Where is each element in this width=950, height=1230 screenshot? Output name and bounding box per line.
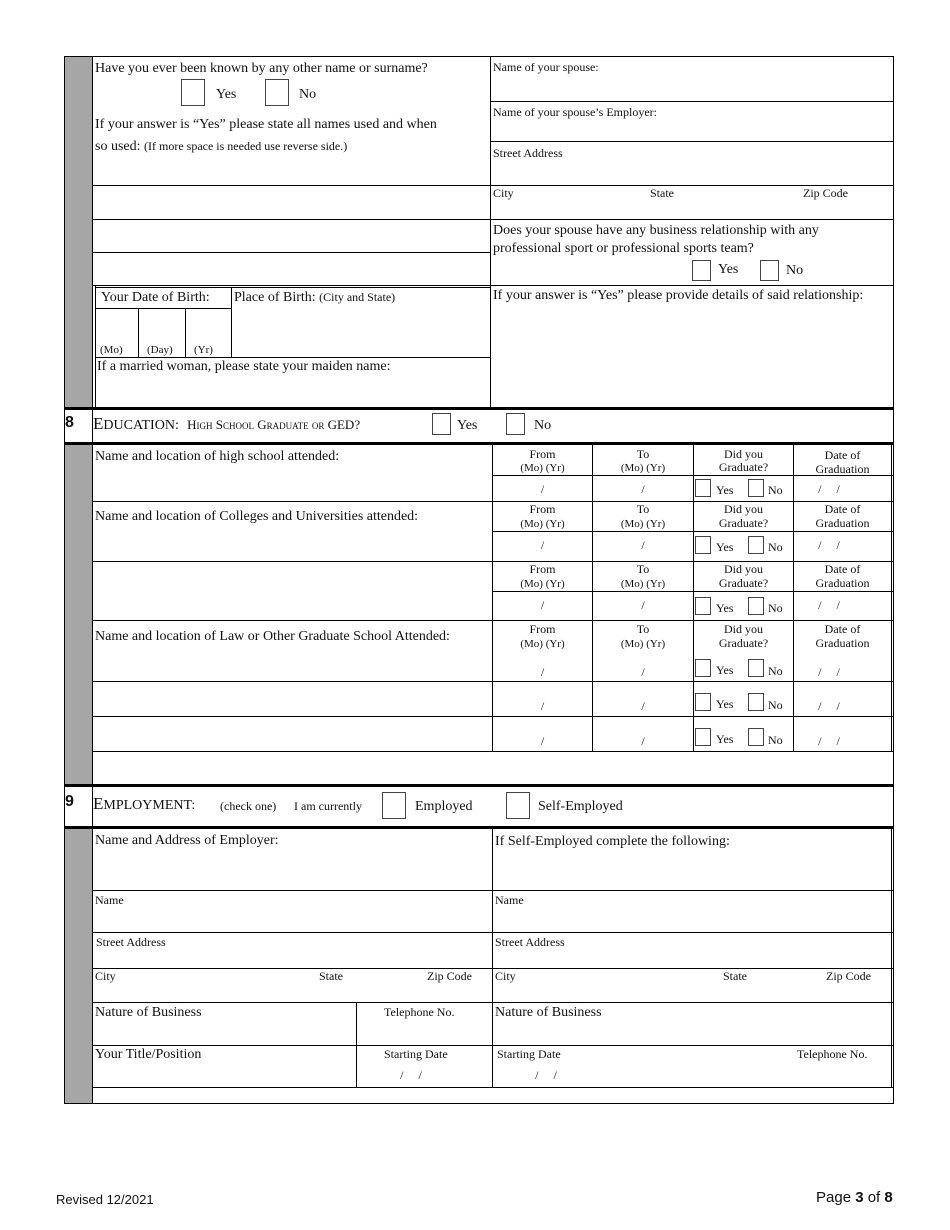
dob-label: Your Date of Birth: <box>101 290 210 305</box>
high-school-label: Name and location of high school attended: <box>95 449 340 464</box>
self-name-field[interactable] <box>493 908 890 931</box>
hs-grad-no-checkbox[interactable] <box>506 413 525 435</box>
high-school-field[interactable] <box>93 466 491 500</box>
spouse-name-label: Name of your spouse: <box>493 60 599 74</box>
employer-name-address-field[interactable] <box>93 850 491 890</box>
employer-nature-field[interactable] <box>93 1022 355 1044</box>
relationship-details-label: If your answer is “Yes” please provide details of said relationship: <box>493 288 864 303</box>
employer-name-address-label: Name and Address of Employer: <box>95 833 279 848</box>
dob-day-field[interactable] <box>139 309 184 343</box>
other-name-yes-checkbox[interactable] <box>181 79 205 106</box>
hs-grad-yes-checkbox[interactable] <box>432 413 451 435</box>
self-employed-instruction: If Self-Employed complete the following: <box>495 834 730 849</box>
employer-starting-date-field[interactable]: / / <box>400 1068 422 1082</box>
college1-graduation-date-field[interactable]: / / <box>818 538 840 552</box>
hs-from-header: From <box>529 447 556 461</box>
law1-graduated-no-checkbox[interactable] <box>748 659 764 677</box>
self-employed-label: Self-Employed <box>538 799 623 814</box>
law3-graduated-no-checkbox[interactable] <box>748 728 764 746</box>
employer-name-field[interactable] <box>93 908 491 931</box>
section-gutter-employment <box>65 827 92 1104</box>
law1-from-field[interactable]: / <box>540 665 545 679</box>
law2-graduated-yes-label: Yes <box>716 697 734 711</box>
title-position-field[interactable] <box>93 1064 355 1086</box>
education-title: EDUCATION: High School Graduate or GED? <box>93 414 361 433</box>
hs-grad-header: Did you <box>724 447 763 461</box>
law-to-sub: (Mo) (Yr) <box>620 638 666 650</box>
law2-to-field[interactable]: / <box>641 699 645 713</box>
college2-to-header: To <box>636 562 650 576</box>
relationship-details-field[interactable] <box>491 306 892 406</box>
law1-graduated-yes-label: Yes <box>716 663 734 677</box>
hs-graduated-yes-checkbox[interactable] <box>695 479 711 497</box>
other-name-line-1[interactable] <box>93 186 490 219</box>
employer-telephone-label: Telephone No. <box>384 1005 455 1019</box>
college1-gdate-sub: Graduation <box>815 516 870 530</box>
college2-gdate-header: Date of <box>824 562 861 576</box>
self-starting-date-label: Starting Date <box>497 1047 561 1061</box>
college2-to-sub: (Mo) (Yr) <box>620 578 666 590</box>
hs-gdate-header: Date of <box>824 448 861 462</box>
law2-graduated-yes-checkbox[interactable] <box>695 693 711 711</box>
pob-field[interactable] <box>232 306 489 356</box>
college1-graduated-yes-label: Yes <box>716 540 734 554</box>
law1-graduation-date-field[interactable]: / / <box>818 665 840 679</box>
college2-graduated-no-label: No <box>768 601 783 615</box>
college1-from-header: From <box>529 502 556 516</box>
law1-graduated-yes-checkbox[interactable] <box>695 659 711 677</box>
college2-graduated-yes-checkbox[interactable] <box>695 597 711 615</box>
college2-from-header: From <box>529 562 556 576</box>
dob-month-label: (Mo) <box>100 344 123 356</box>
law-school-1-field[interactable] <box>93 646 491 680</box>
spouse-zip-label: Zip Code <box>803 186 848 200</box>
spouse-city-label: City <box>493 186 514 200</box>
law-school-3-field[interactable] <box>93 717 491 750</box>
law3-from-field[interactable]: / <box>540 734 545 748</box>
employer-name-label: Name <box>95 893 124 907</box>
law-grad-header: Did you <box>724 622 763 636</box>
hs-graduated-yes-label: Yes <box>716 483 734 497</box>
other-name-instruction: If your answer is “Yes” please state all names used and when <box>95 117 437 132</box>
self-nature-field[interactable] <box>493 1022 890 1044</box>
law1-to-field[interactable]: / <box>641 665 645 679</box>
self-nature-label: Nature of Business <box>495 1005 602 1020</box>
employer-city-label: City <box>95 969 116 983</box>
law3-graduated-no-label: No <box>768 733 783 747</box>
hs-graduated-no-label: No <box>768 483 783 497</box>
law-gdate-header: Date of <box>824 622 861 636</box>
college-1-field[interactable] <box>93 526 491 560</box>
employer-state-label: State <box>319 969 343 983</box>
college1-graduated-no-label: No <box>768 540 783 554</box>
hs-to-sub: (Mo) (Yr) <box>620 462 666 474</box>
employer-nature-label: Nature of Business <box>95 1005 202 1020</box>
college1-gdate-header: Date of <box>824 502 861 516</box>
spouse-business-question: Does your spouse have any business relationship with any <box>493 223 819 238</box>
college2-from-field[interactable]: / <box>540 598 545 612</box>
law2-graduated-no-checkbox[interactable] <box>748 693 764 711</box>
self-telephone-field[interactable] <box>780 1063 890 1085</box>
dob-year-label: (Yr) <box>194 344 213 356</box>
hs-graduated-no-checkbox[interactable] <box>748 479 764 497</box>
college1-graduated-no-checkbox[interactable] <box>748 536 764 554</box>
spouse-business-yes-label: Yes <box>718 262 739 277</box>
dob-month-field[interactable] <box>96 309 137 343</box>
employer-starting-date-label: Starting Date <box>384 1047 448 1061</box>
spouse-street-label: Street Address <box>493 146 563 160</box>
college1-grad-header: Did you <box>724 502 763 516</box>
section-gutter-education <box>65 443 92 785</box>
law-to-header: To <box>636 622 650 636</box>
self-street-label: Street Address <box>495 935 565 949</box>
self-state-label: State <box>723 969 747 983</box>
law2-graduation-date-field[interactable]: / / <box>818 699 840 713</box>
self-name-label: Name <box>495 893 524 907</box>
employer-street-label: Street Address <box>96 935 166 949</box>
hs-gdate-sub: Graduation <box>815 463 870 475</box>
college1-from-sub: (Mo) (Yr) <box>520 518 565 530</box>
pob-label: Place of Birth: (City and State) <box>234 290 396 305</box>
other-name-no-label: No <box>299 87 317 102</box>
law-gdate-sub: Graduation <box>815 636 870 650</box>
other-name-line-2[interactable] <box>93 220 490 251</box>
law2-graduated-no-label: No <box>768 698 783 712</box>
employment-title: EMPLOYMENT: <box>93 794 196 813</box>
spouse-state-label: State <box>650 186 674 200</box>
other-name-yes-label: Yes <box>216 87 237 102</box>
college2-gdate-sub: Graduation <box>815 576 870 590</box>
law-from-header: From <box>529 622 556 636</box>
employed-label: Employed <box>415 799 473 814</box>
hs-graduation-date-field[interactable]: / / <box>818 482 840 496</box>
self-telephone-label: Telephone No. <box>797 1047 868 1061</box>
hs-from-field[interactable]: / <box>540 482 545 496</box>
law3-to-field[interactable]: / <box>641 734 645 748</box>
spouse-business-no-label: No <box>786 263 804 278</box>
employment-section-number: 9 <box>65 793 74 810</box>
college2-graduation-date-field[interactable]: / / <box>818 598 840 612</box>
law3-graduated-yes-checkbox[interactable] <box>695 728 711 746</box>
college2-grad-sub: Graduate? <box>718 576 769 590</box>
college2-from-sub: (Mo) (Yr) <box>520 578 565 590</box>
self-city-label: City <box>495 969 516 983</box>
college1-to-field[interactable]: / <box>641 538 645 552</box>
employer-telephone-field[interactable] <box>357 1022 491 1044</box>
page-number: Page 3 of 8 <box>816 1189 893 1206</box>
maiden-name-field[interactable] <box>96 376 489 406</box>
law1-graduated-no-label: No <box>768 664 783 678</box>
employment-currently: I am currently <box>294 799 362 813</box>
self-zip-label: Zip Code <box>826 969 871 983</box>
other-name-question: Have you ever been known by any other name or surname? <box>95 61 428 76</box>
employment-check-one: (check one) <box>220 799 277 813</box>
spouse-business-yes-checkbox[interactable] <box>692 260 711 281</box>
spouse-business-question-2: professional sport or professional sports team? <box>493 241 754 256</box>
law2-from-field[interactable]: / <box>540 699 545 713</box>
college2-graduated-yes-label: Yes <box>716 601 734 615</box>
self-street-field[interactable] <box>493 950 890 967</box>
college1-graduated-yes-checkbox[interactable] <box>695 536 711 554</box>
college1-to-header: To <box>636 502 650 516</box>
law-school-2-field[interactable] <box>93 682 491 715</box>
dob-year-field[interactable] <box>186 309 230 343</box>
law-grad-sub: Graduate? <box>718 636 769 650</box>
other-name-instruction-2: so used: (If more space is needed use reverse side.) <box>95 139 348 154</box>
hs-grad-yes-label: Yes <box>457 418 478 433</box>
employed-checkbox[interactable] <box>382 792 406 819</box>
revised-date: Revised 12/2021 <box>56 1192 154 1207</box>
self-starting-date-field[interactable]: / / <box>535 1068 557 1082</box>
spouse-business-no-checkbox[interactable] <box>760 260 779 281</box>
law3-graduation-date-field[interactable]: / / <box>818 734 840 748</box>
other-name-line-3[interactable] <box>93 253 490 283</box>
college1-to-sub: (Mo) (Yr) <box>620 518 666 530</box>
employer-street-field[interactable] <box>93 950 491 967</box>
college1-grad-sub: Graduate? <box>718 516 769 530</box>
college2-to-field[interactable]: / <box>641 598 645 612</box>
law-from-sub: (Mo) (Yr) <box>520 638 565 650</box>
dob-day-label: (Day) <box>147 344 173 356</box>
maiden-name-label: If a married woman, please state your maiden name: <box>97 359 391 374</box>
colleges-label: Name and location of Colleges and Universities attended: <box>95 509 419 524</box>
section-gutter-top <box>65 57 92 408</box>
title-position-label: Your Title/Position <box>95 1047 202 1062</box>
hs-to-field[interactable]: / <box>641 482 645 496</box>
college-2-field[interactable] <box>93 562 491 620</box>
hs-from-sub: (Mo) (Yr) <box>520 462 565 474</box>
hs-grad-no-label: No <box>534 418 552 433</box>
college2-graduated-no-checkbox[interactable] <box>748 597 764 615</box>
employer-zip-label: Zip Code <box>427 969 472 983</box>
other-name-no-checkbox[interactable] <box>265 79 289 106</box>
self-employed-checkbox[interactable] <box>506 792 530 819</box>
education-section-number: 8 <box>65 414 74 431</box>
spouse-name-field[interactable] <box>491 75 892 100</box>
hs-grad-sub: Graduate? <box>718 460 769 474</box>
law3-graduated-yes-label: Yes <box>716 732 734 746</box>
law-school-label: Name and location of Law or Other Graduate School Attended: <box>95 629 450 644</box>
hs-to-header: To <box>636 447 650 461</box>
spouse-employer-label: Name of your spouse’s Employer: <box>493 105 657 119</box>
college2-grad-header: Did you <box>724 562 763 576</box>
college1-from-field[interactable]: / <box>540 538 545 552</box>
